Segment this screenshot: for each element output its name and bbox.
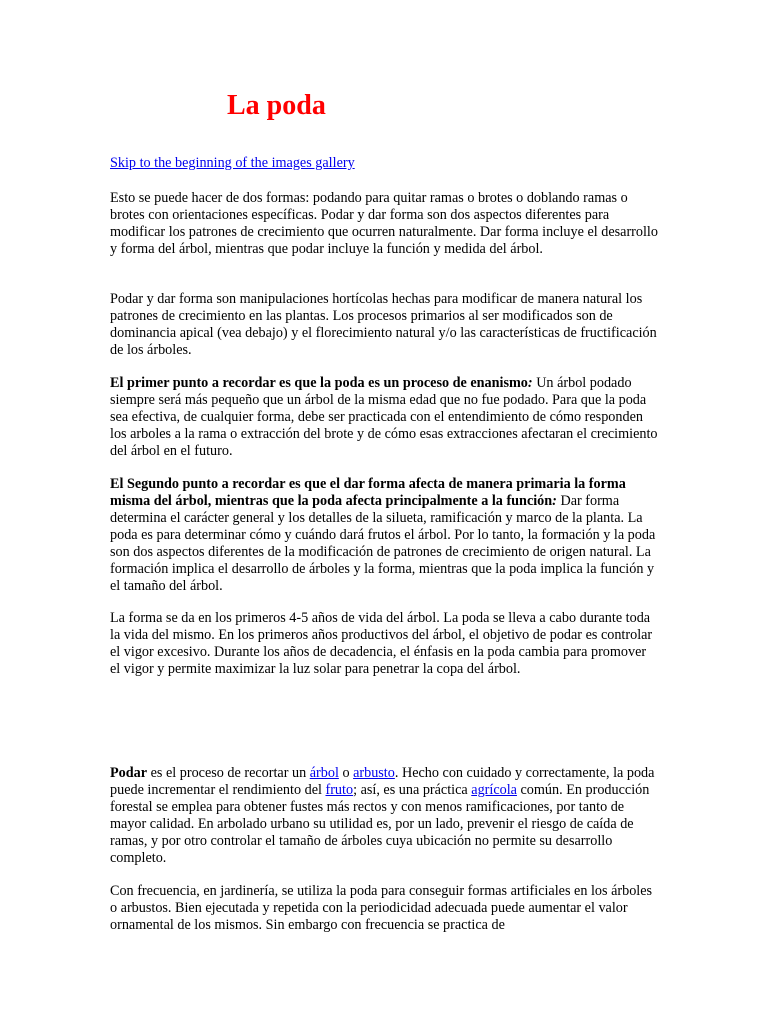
podar-text-3: . Hecho con cuidado y correctamente, la poda puede incrementar el rendimiento del — [110, 765, 655, 798]
first-point-heading: El primer punto a recordar es que la poda es un proceso de enanismo — [110, 375, 528, 391]
podar-text-2: o — [338, 765, 354, 781]
second-point-colon: : — [552, 493, 557, 509]
link-fruto[interactable]: fruto — [325, 782, 354, 798]
second-point-heading: El Segundo punto a recordar es que el dar forma afecta de manera primaria la forma misma del árbol, mientras que la poda afecta principalmente a la función — [110, 476, 626, 509]
link-arbusto[interactable]: arbusto — [353, 765, 395, 781]
link-arbol[interactable]: árbol — [309, 765, 339, 781]
podar-text-5: común. En producción forestal se emplea para obtener fustes más rectos y con menos ramificaciones, por tanto de mayor calidad. En arbolado urbano su utilidad es, por un lado, prevenir el riesgo de caída de ramas, y por otro controlar el tamaño de árboles cuya ubicación no permite su desarrollo completo. — [110, 782, 650, 866]
paragraph-manipulations: Podar y dar forma son manipulaciones hortícolas hechas para modificar de manera natural los patrones de crecimiento en las plantas. Los procesos primarios al ser modificados son de dominancia apical (vea debajo) y el florecimiento natural y/o las características de fructificación de los árboles. — [110, 291, 657, 358]
podar-text-1: es el proceso de recortar un — [147, 765, 310, 781]
paragraph-gardening: Con frecuencia, en jardinería, se utiliza la poda para conseguir formas artificiales en los árboles o arbustos. Bien ejecutada y repetida con la periodicidad adecuada puede aumentar el valor ornamental de los mismos. Sin embargo con frecuencia se practica de — [110, 883, 653, 933]
first-point-text: Un árbol podado siempre será más pequeño que un árbol de la misma edad que no fue podado. Para que la poda sea efectiva, de cualquier forma, debe ser practicada con el entendimiento de cómo responden los arboles a la rama o extracción del brote y de cómo esas extracciones afectaran el crecimiento del árbol en el futuro. — [110, 375, 658, 459]
page-title: La poda — [227, 90, 326, 121]
second-point-text: Dar forma determina el carácter general y los detalles de la silueta, ramificación y marco de la planta. La poda es para determinar cómo y cuándo dará frutos el árbol. Por lo tanto, la formación y la poda son dos aspectos diferentes de la modificación de patrones de crecimiento de origen natural. La formación implica el desarrollo de árboles y la forma, mientras que la poda implica la función y el tamaño del árbol. — [110, 493, 656, 594]
paragraph-podar-definition — [110, 765, 658, 867]
first-point-colon: : — [527, 375, 533, 391]
paragraph-second-point — [110, 476, 658, 595]
podar-term: Podar — [110, 765, 148, 781]
podar-text-4: ; así, es una práctica — [353, 782, 472, 798]
link-agricola[interactable]: agrícola — [471, 782, 517, 798]
paragraph-form-years: La forma se da en los primeros 4-5 años de vida del árbol. La poda se lleva a cabo durante toda la vida del mismo. En los primeros años productivos del árbol, el objetivo de podar es controlar el vigor excesivo. Durante los años de decadencia, el énfasis en la poda cambia para promover el vigor y permite maximizar la luz solar para penetrar la copa del árbol. — [110, 610, 653, 677]
paragraph-first-point — [110, 375, 658, 460]
paragraph-intro: Esto se puede hacer de dos formas: podando para quitar ramas o brotes o doblando ramas o brotes con orientaciones específicas. Podar y dar forma son dos aspectos diferentes para modificar los patrones de crecimiento que ocurren naturalmente. Dar forma incluye el desarrollo y forma del árbol, mientras que podar incluye la función y medida del árbol. — [110, 190, 658, 257]
skip-to-gallery-link[interactable]: Skip to the beginning of the images gallery — [110, 155, 355, 171]
